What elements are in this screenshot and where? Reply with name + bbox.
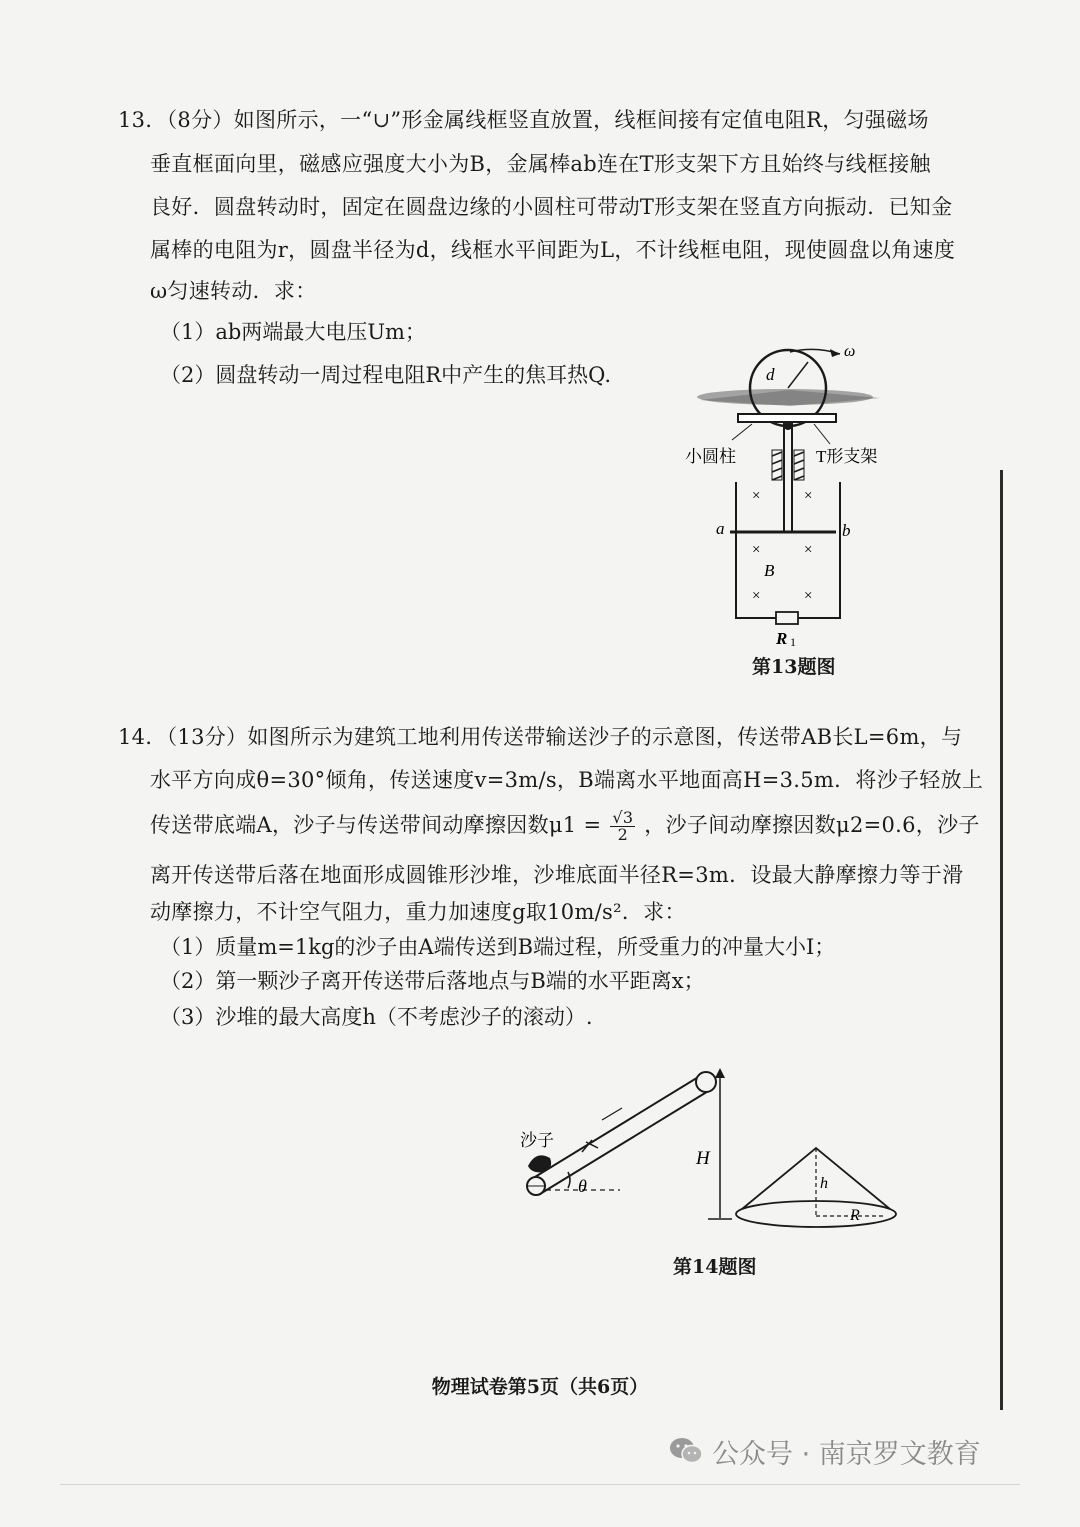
q13-line-5: ω匀速转动．求：	[150, 279, 317, 303]
q14-figure	[510, 1062, 910, 1242]
frac-denominator: 2	[617, 825, 629, 844]
q13-caption: 第13题图	[752, 656, 836, 678]
label-B: B	[764, 561, 775, 580]
q14-line-3	[150, 810, 980, 843]
label-R: R	[850, 1207, 860, 1224]
margin-rule	[1000, 470, 1003, 1410]
q14-sub-2: （2）第一颗沙子离开传送带后落地点与B端的水平距离x；	[160, 969, 705, 993]
little-cylinder	[784, 422, 792, 430]
q14-line-4: 离开传送带后落在地面形成圆锥形沙堆，沙堆底面半径R=3m．设最大静摩擦力等于滑	[150, 863, 964, 887]
label-H: H	[696, 1148, 710, 1169]
page-footer: 物理试卷第5页（共6页）	[431, 1376, 649, 1398]
t-frame-top	[738, 414, 836, 422]
roller-b	[696, 1072, 716, 1092]
cross: ×	[752, 542, 761, 558]
q14-line-3b: ，沙子间动摩擦因数μ2=0.6，沙子	[644, 813, 980, 837]
mu1-fraction	[610, 810, 635, 843]
cross: ×	[804, 542, 813, 558]
resistor	[776, 612, 798, 624]
label-cylinder: 小圆柱	[685, 447, 736, 466]
q14-sub-1: （1）质量m=1kg的沙子由A端传送到B端过程，所受重力的冲量大小I；	[160, 935, 836, 959]
q13-sub-2: （2）圆盘转动一周过程电阻R中产生的焦耳热Q.	[160, 363, 612, 387]
cross: ×	[752, 488, 761, 504]
q14-line-2: 水平方向成θ=30°倾角，传送速度v=3m/s，B端离水平地面高H=3.5m．将沙子轻放上	[150, 768, 984, 792]
q13-line-3: 良好．圆盘转动时，固定在圆盘边缘的小圆柱可带动T形支架在竖直方向振动．已知金	[150, 195, 953, 219]
wechat-icon	[668, 1436, 704, 1466]
frac-numerator: √3	[612, 808, 634, 827]
label-omega: ω	[844, 343, 856, 360]
watermark: 公众号 · 南京罗文教育	[712, 1439, 981, 1470]
label-sand: 沙子	[520, 1131, 554, 1150]
cross: ×	[752, 588, 761, 604]
label-R: R	[776, 629, 788, 648]
label-t-frame: T形支架	[816, 447, 878, 466]
q14-line-5: 动摩擦力，不计空气阻力，重力加速度g取10m/s²．求：	[150, 900, 686, 924]
q13-figure	[680, 340, 920, 650]
q14-caption: 第14题图	[673, 1256, 757, 1278]
label-theta: θ	[578, 1176, 587, 1196]
bottom-divider	[60, 1484, 1020, 1485]
label-h: h	[820, 1175, 828, 1192]
label-d: d	[766, 365, 775, 384]
sand-blob	[528, 1155, 551, 1172]
q14-line-1: 14．（13分）如图所示为建筑工地利用传送带输送沙子的示意图，传送带AB长L=6m，与	[118, 725, 963, 749]
q14-line-3a: 传送带底端A，沙子与传送带间动摩擦因数μ1 =	[150, 813, 602, 837]
q13-sub-1: （1）ab两端最大电压Um；	[160, 320, 426, 344]
q13-line-1: 13．（8分）如图所示，一“∪”形金属线框竖直放置，线框间接有定值电阻R，匀强磁场	[118, 108, 929, 132]
label-R-sub: 1	[790, 635, 796, 649]
cross: ×	[804, 588, 813, 604]
cross: ×	[804, 488, 813, 504]
q14-sub-3: （3）沙堆的最大高度h（不考虑沙子的滚动）.	[160, 1005, 593, 1029]
q13-line-4: 属棒的电阻为r，圆盘半径为d，线框水平间距为L，不计线框电阻，现使圆盘以角速度	[150, 238, 956, 262]
label-b: b	[842, 521, 851, 540]
q13-line-2: 垂直框面向里，磁感应强度大小为B，金属棒ab连在T形支架下方且始终与线框接触	[150, 152, 931, 176]
label-a: a	[716, 519, 725, 538]
